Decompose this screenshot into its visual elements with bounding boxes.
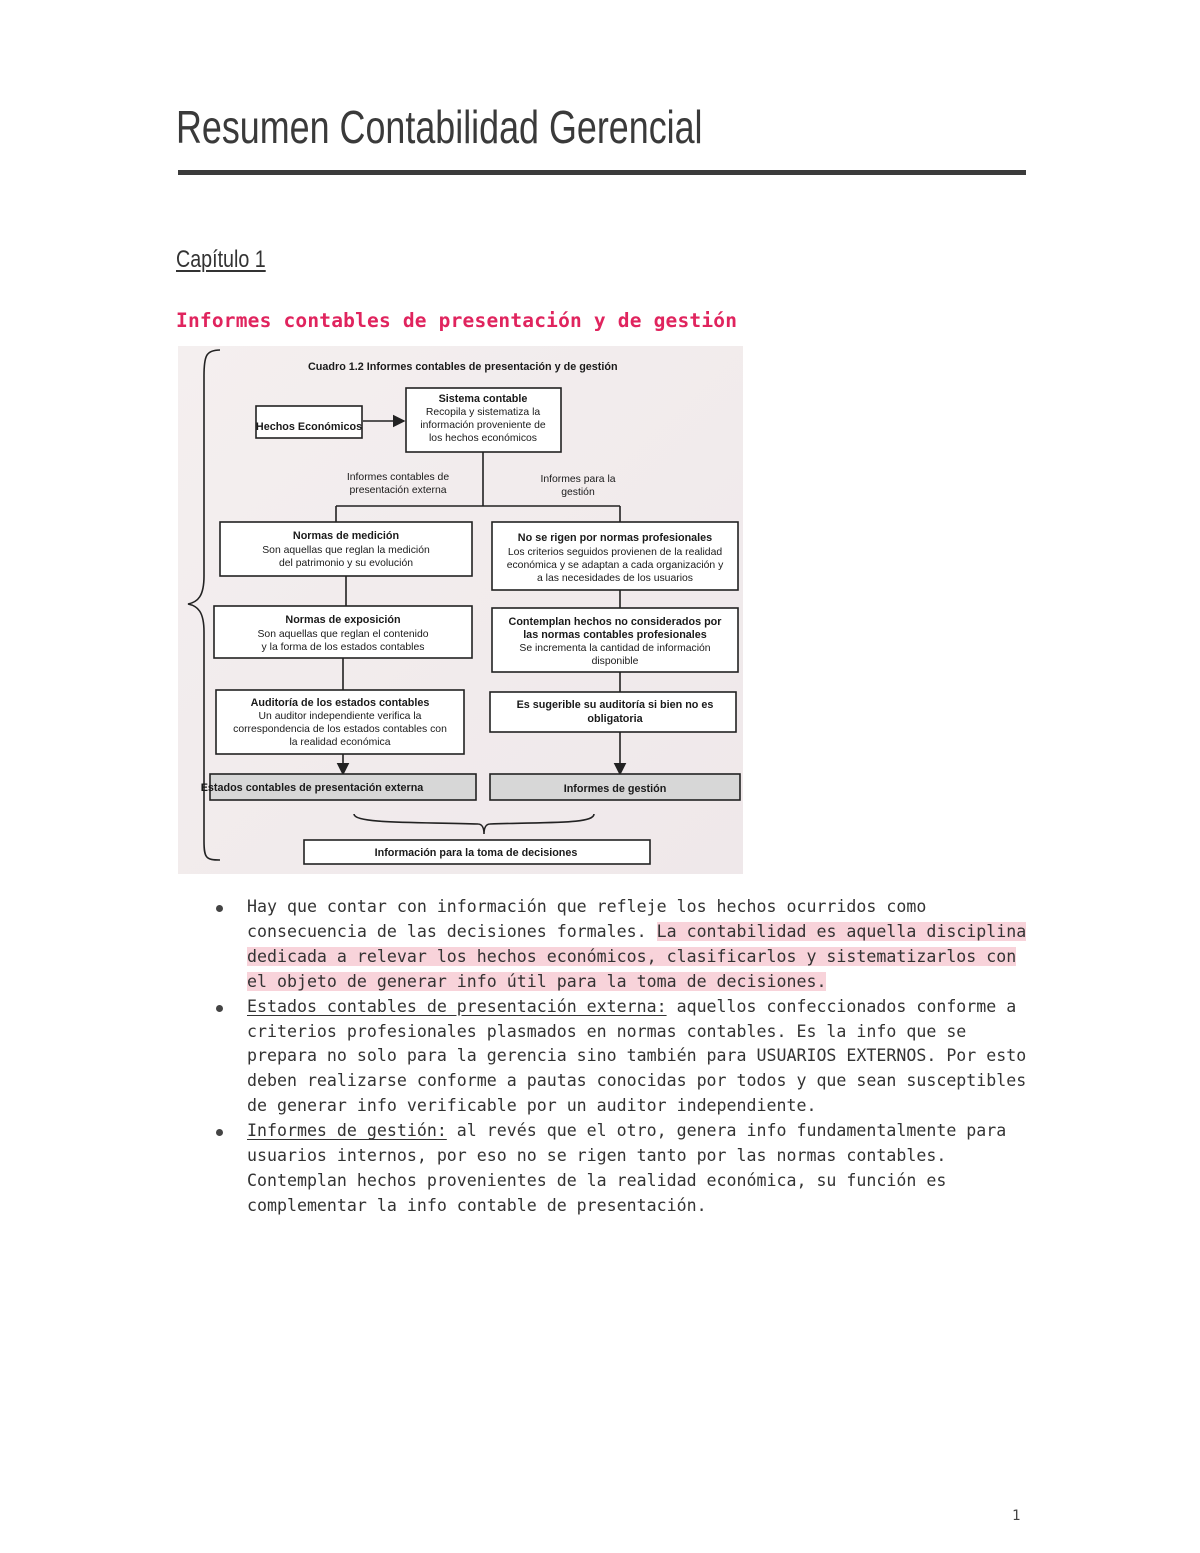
sistema-line1: Recopila y sistematiza la	[425, 407, 541, 418]
highlighted-definition: La contabilidad es aquella disciplina dedicada a relevar los hechos económicos, clasificarlos y sistematizarlos con el objeto de generar info útil para la toma de decisiones.	[247, 921, 1027, 991]
medicion-title: Normas de medición	[292, 530, 400, 542]
bullet-text: aquellos confeccionados conforme a criterios profesionales plasmados en normas contables. Es la info que se prepara no solo para la gerencia sino también para USUARIOS EXTERNOS. Por esto deben realizarse conforme a pautas conocidas por todos y que sean susceptibles de generar info verificable por un auditor independiente.	[247, 996, 1027, 1116]
contemplan-title1: Contemplan hechos no considerados por	[508, 616, 722, 628]
branch-right-2: gestión	[561, 487, 595, 498]
sistema-title: Sistema contable	[438, 393, 528, 405]
bullet-text: al revés que el otro, genera info fundamentalmente para usuarios internos, por eso no se rigen tanto por las normas contables. Contemplan hechos provenientes de la realidad económica, su función es complementar la info contable de presentación.	[247, 1121, 1007, 1215]
medicion-line2: del patrimonio y su evolución	[279, 558, 413, 569]
box-sugerible	[490, 692, 736, 732]
chapter-heading: Capítulo 1	[176, 246, 266, 273]
bullet-dot	[216, 1129, 223, 1136]
list-item	[216, 1119, 1036, 1219]
hechos-label: Hechos Económicos	[255, 421, 363, 433]
contemplan-line1: Se incrementa la cantidad de información	[519, 643, 711, 654]
auditoria-line1: Un auditor independiente verifica la	[258, 711, 422, 722]
bullet-text: Hay que contar con información que refleje los hechos ocurridos como consecuencia de las decisiones formales.	[247, 897, 927, 941]
bullet-dot	[216, 1005, 223, 1012]
norigen-line2: económica y se adaptan a cada organización y	[506, 560, 724, 571]
auditoria-line2: correspondencia de los estados contables con	[233, 724, 447, 735]
list-item	[216, 995, 1036, 1120]
diagram-caption: Cuadro 1.2 Informes contables de presentación y de gestión	[308, 361, 618, 373]
contemplan-title2: las normas contables profesionales	[523, 629, 707, 641]
exposicion-title: Normas de exposición	[285, 614, 401, 626]
branch-right-1: Informes para la	[540, 474, 616, 485]
auditoria-title: Auditoría de los estados contables	[250, 697, 430, 709]
term-estados-externa: Estados contables de presentación externa:	[247, 996, 667, 1016]
scanned-diagram	[178, 346, 743, 874]
norigen-line1: Los criterios seguidos provienen de la realidad	[507, 547, 723, 558]
informacion-decisiones-label: Información para la toma de decisiones	[374, 847, 578, 859]
sugerible-line2: obligatoria	[587, 713, 643, 725]
exposicion-line1: Son aquellas que reglan el contenido	[257, 629, 429, 640]
list-item	[216, 895, 1036, 995]
branch-left-1: Informes contables de	[346, 472, 450, 483]
page-number: 1	[1012, 1508, 1021, 1524]
norigen-title: No se rigen por normas profesionales	[517, 532, 713, 544]
sistema-line2: información proveniente de	[420, 420, 546, 431]
informes-gestion-label: Informes de gestión	[563, 783, 667, 795]
flowchart	[178, 346, 743, 874]
bullet-dot	[216, 905, 223, 912]
section-heading: Informes contables de presentación y de gestión	[176, 309, 738, 332]
term-informes-gestion: Informes de gestión:	[247, 1121, 447, 1141]
exposicion-line2: y la forma de los estados contables	[261, 642, 425, 653]
title-divider	[178, 170, 1026, 175]
estados-externa-label: Estados contables de presentación externa	[200, 782, 424, 794]
document-title: Resumen Contabilidad Gerencial	[176, 101, 703, 153]
norigen-line3: a las necesidades de los usuarios	[537, 573, 693, 584]
auditoria-line3: la realidad económica	[289, 737, 391, 748]
branch-left-2: presentación externa	[349, 485, 447, 496]
sistema-line3: los hechos económicos	[428, 433, 538, 444]
bullet-list	[216, 895, 1036, 1219]
medicion-line1: Son aquellas que reglan la medición	[262, 545, 430, 556]
contemplan-line2: disponible	[591, 656, 639, 667]
sugerible-line1: Es sugerible su auditoría si bien no es	[516, 699, 714, 711]
